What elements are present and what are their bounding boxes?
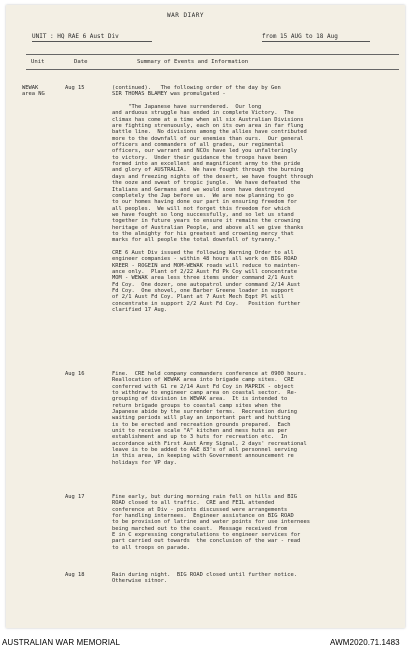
date-underline [262,41,370,42]
header-bottom-rule [26,69,399,70]
entry-date: Aug 17 [65,494,85,500]
entry-text: Rain during night. BIG ROAD closed until further notice. Otherwise sitnor. [112,572,297,585]
header-top-rule [26,54,399,55]
entry-unit: WEWAK area NG [22,85,45,98]
header-date: Date [74,59,88,65]
entry-date: Aug 15 [65,85,85,91]
entry-text: Fine early, but during morning rain fell on hills and BIG ROAD closed to all traffic. CRE and FEIL attended conference at Div - points discussed were arrangements for handling internees. Engineer assistance on BIG ROAD to be provision of latrine and water points for use internees being marched out to the coast. Message received from E in C expressing congratulations to engineer services for part carried out towards the conclusion of the war - read to all troops on parade. [112,494,310,551]
entry-text: (continued). The following order of the day by Gen SIR THOMAS BLAMEY was promulgated - "The Japanese have surrendered. Our long and arduous struggle has ended in complete Victory. The climax has come at a time when all six Australian Divisions are fighting strenuously, each on its own area in far flung battle line. No divisions among the allies have contributed more to the downfall of our enemies than ours. Our general officers and commanders of all grades, our regimental officers, our warrant and NCOs have led you unfalteringly to victory. Under their guidance the troops have been formed into an excellent and magnificent army to the pride and glory of AUSTRALIA. We have fought through the burning days and freezing nights of the desert, we have fought through the ooze and sweat of tropic jungle. We have defeated the Italians and Germans and we would soon have destroyed completely the Jap before us. We are now planning to go to our homes having done our part in ensuring freedom for all peoples. We will not forget this freedom for which we have fought so long successfully, and so let us stand together in future years to ensure it remains the crowning heritage of Australian People, and above all we give thanks to the almighty for his greatest and crowning mercy that marks for all people the total downfall of tyranny." CRE 6 Aust Div issued the following Warning Order to all engineer companies - within 48 hours all work on BIG ROAD KREER - ROGEIN and MOM-WEWAK roads will reduce to mainten- ance only. Plant of 2/22 Aust Fd Pk Coy will concentrate MOM - WEWAK area less three items under command 2/1 Aust Fd Coy. One dozer, one autopatrol under command 2/14 Aust Fd Coy. One shovel, one Barber Greene loader in support of 2/1 Aust Fd Coy. Plant at 7 Aust Mech Eqpt Pl will concentrate in support 2/2 Aust Fd Coy. Position further clarified 17 Aug. [112,85,314,314]
entry-date: Aug 16 [65,371,85,377]
footer-credit: AUSTRALIAN WAR MEMORIAL [2,638,121,647]
date-range: from 15 AUG to 18 Aug [262,33,338,40]
header-unit: Unit [31,59,45,65]
entry-date: Aug 18 [65,572,85,578]
unit-underline [32,41,152,42]
page-title: WAR DIARY [167,12,205,19]
footer-accession-number: AWM2020.71.1483 [330,638,400,647]
unit-line: UNIT : HQ RAE 6 Aust Div [32,33,119,40]
header-summary: Summary of Events and Information [137,59,249,65]
entry-text: Fine. CRE held company commanders conference at 0900 hours. Reallocation of WEWAK area into brigade camp sites. CRE conferred with G1 re 2/14 Aust Fd Coy in MAPRIK - object to withdraw to engineer camp area on coastal sector. Re- grouping of division in WEWAK area. It is intended to return brigade groups to coastal camp sites when the Japanese abide by the surrender terms. Recreation during waiting periods will play an important part and hutting is to be erected and recreation grounds prepared. Each unit to receive scale "A" kitchen and mess huts as per establishment and up to 3 huts for recreation etc. In accordance with First Aust Army Signal, 2 days' recreational leave is to be added to A&E 83's of all personnel serving in this area, in keeping with Government announcement re holidays for VP day. [112,371,307,466]
